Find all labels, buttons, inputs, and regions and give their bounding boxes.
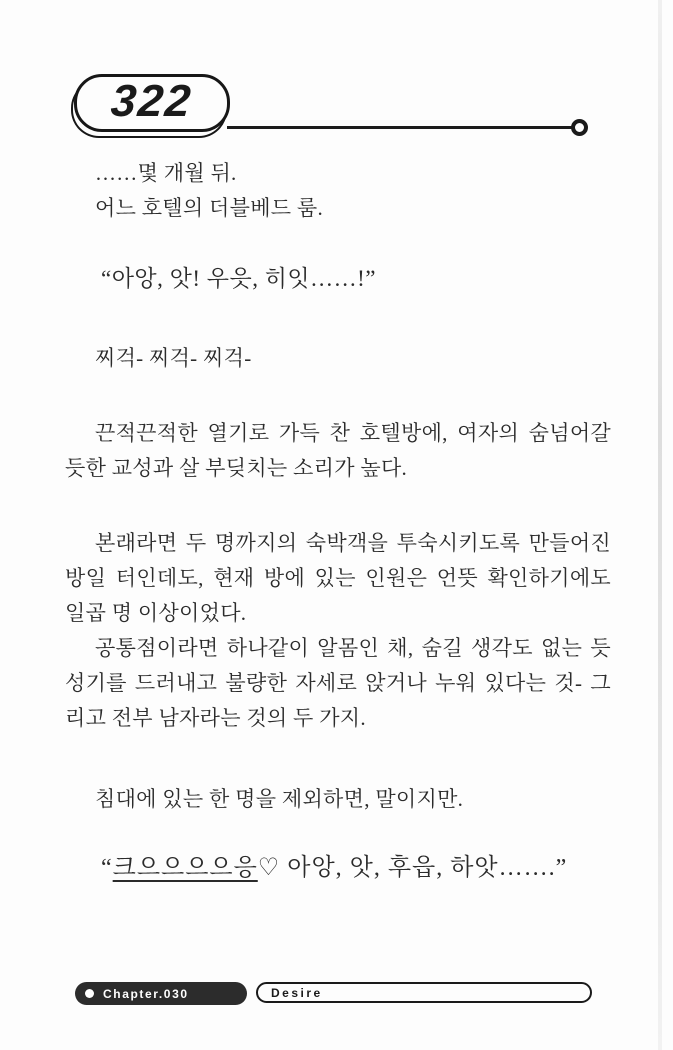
text-segment: 성기를 드러내고 불량한 자세로 앉거나 누워 있다는 것- 그 bbox=[65, 671, 611, 695]
text-segment: 침대에 있는 한 명을 제외하면, 말이지만. bbox=[95, 787, 464, 811]
narration-3 bbox=[65, 526, 611, 736]
text-segment: “아앙, 앗! 우읏, 히잇……!” bbox=[101, 266, 377, 291]
body-text bbox=[65, 156, 611, 889]
text-segment: “ bbox=[101, 855, 113, 881]
novel-text-line bbox=[65, 596, 611, 631]
text-segment: ……몇 개월 뒤. bbox=[95, 161, 237, 185]
header-rule-end-circle-icon bbox=[571, 119, 588, 136]
text-segment: 듯한 교성과 살 부딪치는 소리가 높다. bbox=[65, 456, 408, 480]
narration-opening bbox=[65, 156, 611, 226]
novel-text-line bbox=[65, 451, 611, 486]
novel-text-line bbox=[65, 526, 611, 561]
text-segment: ♡ 아앙, 앗, 후읍, 하앗…….” bbox=[257, 855, 568, 881]
novel-text-line bbox=[65, 561, 611, 596]
novel-text-line bbox=[65, 847, 611, 889]
novel-text-line bbox=[65, 666, 611, 701]
page-number-badge bbox=[74, 74, 230, 132]
bullet-dot-icon bbox=[85, 989, 94, 998]
header-rule-line bbox=[227, 126, 574, 129]
novel-text-line bbox=[65, 701, 611, 736]
novel-text-line bbox=[65, 259, 611, 299]
text-segment: 리고 전부 남자라는 것의 두 가지. bbox=[65, 706, 366, 730]
chapter-title-badge bbox=[256, 982, 592, 1003]
text-segment: 방일 터인데도, 현재 방에 있는 인원은 언뜻 확인하기에도 bbox=[65, 566, 611, 590]
text-segment: 끈적끈적한 열기로 가득 찬 호텔방에, 여자의 숨넘어갈 bbox=[95, 421, 611, 445]
novel-text-line bbox=[65, 191, 611, 226]
text-segment: 본래라면 두 명까지의 숙박객을 투숙시키도록 만들어진 bbox=[95, 531, 611, 555]
narration-4 bbox=[65, 782, 611, 817]
novel-text-line bbox=[65, 341, 611, 376]
page-number: 322 bbox=[109, 75, 195, 126]
novel-text-line bbox=[65, 782, 611, 817]
novel-text-line bbox=[65, 631, 611, 666]
chapter-label: Chapter.030 bbox=[103, 986, 189, 1001]
novel-text-line bbox=[65, 416, 611, 451]
text-segment: 찌걱- 찌걱- 찌걱- bbox=[95, 346, 252, 370]
text-segment: 어느 호텔의 더블베드 룸. bbox=[95, 196, 324, 220]
novel-text-line bbox=[65, 156, 611, 191]
underlined-text: 크으으으으응 bbox=[112, 855, 258, 881]
dialogue-2 bbox=[65, 847, 611, 889]
sfx-1 bbox=[65, 341, 611, 376]
narration-2 bbox=[65, 416, 611, 486]
text-segment: 일곱 명 이상이었다. bbox=[65, 601, 247, 625]
dialogue-1 bbox=[65, 259, 611, 299]
chapter-title-label: Desire bbox=[271, 985, 323, 1000]
chapter-badge bbox=[75, 982, 247, 1005]
page-edge-shadow bbox=[658, 0, 662, 1050]
text-segment: 공통점이라면 하나같이 알몸인 채, 숨길 생각도 없는 듯 bbox=[95, 636, 611, 660]
